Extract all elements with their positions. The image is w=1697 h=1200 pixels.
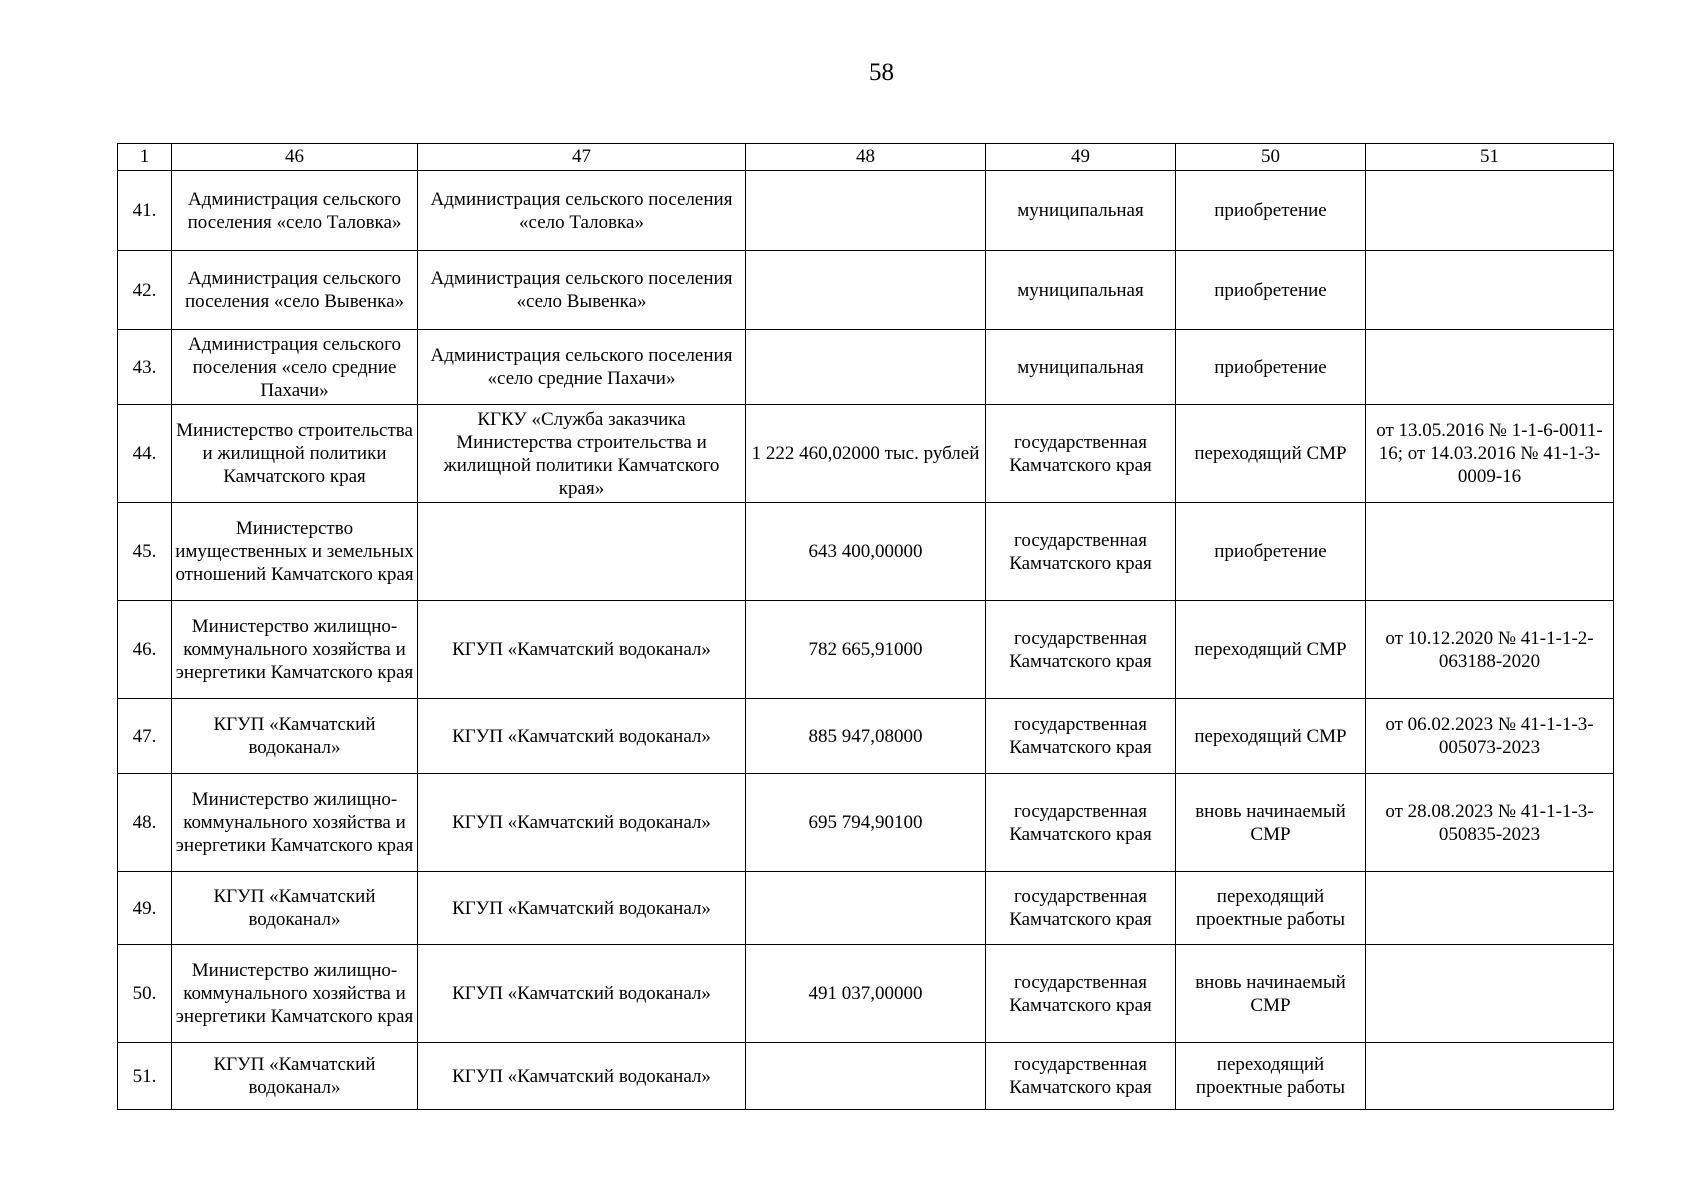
table-row: [118, 171, 1614, 251]
cell-col-49: государственная Камчатского края: [986, 774, 1176, 872]
column-header: 1: [118, 144, 172, 171]
cell-col-47: КГУП «Камчатский водоканал»: [418, 601, 746, 699]
column-header: 50: [1176, 144, 1366, 171]
row-number: 46.: [118, 601, 172, 699]
cell-col-46: Администрация сельского поселения «село Вывенка»: [172, 251, 418, 330]
cell-col-48: [746, 872, 986, 945]
cell-col-49: государственная Камчатского края: [986, 405, 1176, 503]
cell-col-46: Администрация сельского поселения «село Таловка»: [172, 171, 418, 251]
column-header: 51: [1366, 144, 1614, 171]
cell-col-46: Министерство имущественных и земельных отношений Камчатского края: [172, 503, 418, 601]
row-number: 50.: [118, 945, 172, 1043]
cell-col-50: переходящий СМР: [1176, 601, 1366, 699]
column-header: 49: [986, 144, 1176, 171]
cell-col-50: переходящий СМР: [1176, 699, 1366, 774]
cell-col-46: КГУП «Камчатский водоканал»: [172, 1043, 418, 1110]
cell-col-51: [1366, 1043, 1614, 1110]
cell-col-49: государственная Камчатского края: [986, 945, 1176, 1043]
page-number: 58: [869, 59, 894, 86]
row-number: 42.: [118, 251, 172, 330]
table-row: [118, 945, 1614, 1043]
cell-col-47: КГКУ «Служба заказчика Министерства строительства и жилищной политики Камчатского края»: [418, 405, 746, 503]
table-row: [118, 330, 1614, 405]
cell-col-46: Министерство строительства и жилищной политики Камчатского края: [172, 405, 418, 503]
row-number: 49.: [118, 872, 172, 945]
table-row: [118, 774, 1614, 872]
cell-col-51: [1366, 330, 1614, 405]
cell-col-51: от 28.08.2023 № 41-1-1-3-050835-2023: [1366, 774, 1614, 872]
table-row: [118, 503, 1614, 601]
cell-col-48: [746, 171, 986, 251]
cell-col-49: государственная Камчатского края: [986, 503, 1176, 601]
cell-col-50: переходящий проектные работы: [1176, 872, 1366, 945]
table-row: [118, 405, 1614, 503]
row-number: 47.: [118, 699, 172, 774]
cell-col-48: 1 222 460,02000 тыс. рублей: [746, 405, 986, 503]
table-row: [118, 699, 1614, 774]
data-table: [117, 143, 1614, 1110]
row-number: 45.: [118, 503, 172, 601]
cell-col-51: [1366, 872, 1614, 945]
cell-col-46: Министерство жилищно-коммунального хозяйства и энергетики Камчатского края: [172, 601, 418, 699]
cell-col-50: вновь начинаемый СМР: [1176, 945, 1366, 1043]
table-row: [118, 251, 1614, 330]
table-row: [118, 601, 1614, 699]
cell-col-51: от 10.12.2020 № 41-1-1-2-063188-2020: [1366, 601, 1614, 699]
row-number: 51.: [118, 1043, 172, 1110]
row-number: 43.: [118, 330, 172, 405]
cell-col-50: переходящий СМР: [1176, 405, 1366, 503]
cell-col-46: Министерство жилищно-коммунального хозяйства и энергетики Камчатского края: [172, 774, 418, 872]
cell-col-51: [1366, 503, 1614, 601]
cell-col-47: [418, 503, 746, 601]
cell-col-49: муниципальная: [986, 251, 1176, 330]
cell-col-47: КГУП «Камчатский водоканал»: [418, 872, 746, 945]
cell-col-49: государственная Камчатского края: [986, 601, 1176, 699]
cell-col-47: Администрация сельского поселения «село Таловка»: [418, 171, 746, 251]
cell-col-50: приобретение: [1176, 330, 1366, 405]
cell-col-47: Администрация сельского поселения «село Вывенка»: [418, 251, 746, 330]
row-number: 44.: [118, 405, 172, 503]
cell-col-48: [746, 1043, 986, 1110]
column-header: 48: [746, 144, 986, 171]
row-number: 48.: [118, 774, 172, 872]
cell-col-49: государственная Камчатского края: [986, 1043, 1176, 1110]
cell-col-47: КГУП «Камчатский водоканал»: [418, 945, 746, 1043]
cell-col-51: [1366, 945, 1614, 1043]
cell-col-47: КГУП «Камчатский водоканал»: [418, 774, 746, 872]
cell-col-50: вновь начинаемый СМР: [1176, 774, 1366, 872]
row-number: 41.: [118, 171, 172, 251]
cell-col-48: 885 947,08000: [746, 699, 986, 774]
cell-col-48: 782 665,91000: [746, 601, 986, 699]
table-row: [118, 1043, 1614, 1110]
cell-col-48: 695 794,90100: [746, 774, 986, 872]
cell-col-50: переходящий проектные работы: [1176, 1043, 1366, 1110]
cell-col-50: приобретение: [1176, 503, 1366, 601]
cell-col-51: [1366, 171, 1614, 251]
cell-col-48: 643 400,00000: [746, 503, 986, 601]
cell-col-49: муниципальная: [986, 330, 1176, 405]
cell-col-50: приобретение: [1176, 171, 1366, 251]
cell-col-47: Администрация сельского поселения «село средние Пахачи»: [418, 330, 746, 405]
cell-col-49: муниципальная: [986, 171, 1176, 251]
column-header: 47: [418, 144, 746, 171]
cell-col-48: 491 037,00000: [746, 945, 986, 1043]
cell-col-46: Администрация сельского поселения «село средние Пахачи»: [172, 330, 418, 405]
cell-col-48: [746, 251, 986, 330]
table-row: [118, 872, 1614, 945]
cell-col-50: приобретение: [1176, 251, 1366, 330]
cell-col-51: от 06.02.2023 № 41-1-1-3-005073-2023: [1366, 699, 1614, 774]
cell-col-47: КГУП «Камчатский водоканал»: [418, 699, 746, 774]
cell-col-49: государственная Камчатского края: [986, 872, 1176, 945]
cell-col-46: Министерство жилищно-коммунального хозяйства и энергетики Камчатского края: [172, 945, 418, 1043]
cell-col-46: КГУП «Камчатский водоканал»: [172, 699, 418, 774]
column-header: 46: [172, 144, 418, 171]
table-header-row: [118, 144, 1614, 171]
cell-col-47: КГУП «Камчатский водоканал»: [418, 1043, 746, 1110]
cell-col-48: [746, 330, 986, 405]
cell-col-49: государственная Камчатского края: [986, 699, 1176, 774]
cell-col-51: [1366, 251, 1614, 330]
cell-col-51: от 13.05.2016 № 1-1-6-0011-16; от 14.03.2016 № 41-1-3-0009-16: [1366, 405, 1614, 503]
cell-col-46: КГУП «Камчатский водоканал»: [172, 872, 418, 945]
